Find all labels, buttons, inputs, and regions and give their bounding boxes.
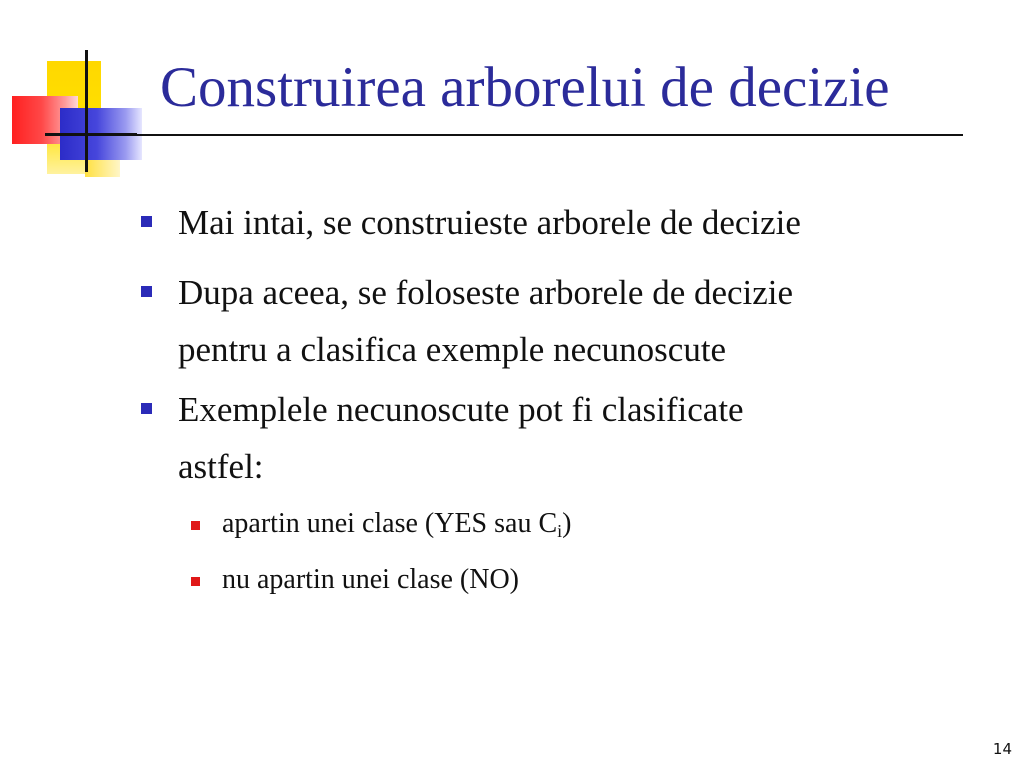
decorative-squares-logo-icon [0, 0, 170, 190]
bullet-item [178, 194, 998, 251]
bullet-item [178, 381, 998, 495]
bullet-text-line: Exemplele necunoscute pot fi clasificate [178, 390, 744, 429]
sub-bullet-suffix: ) [562, 508, 572, 539]
sub-bullet-text: nu apartin unei clase (NO) [222, 564, 519, 595]
bullet-item [178, 264, 998, 378]
bullet-text: Mai intai, se construieste arborele de decizie [178, 203, 801, 242]
bullet-text-line: astfel: [178, 447, 264, 486]
sub-bullet-item [222, 560, 982, 600]
page-number: 14 [992, 740, 1012, 758]
square-bullet-icon [191, 521, 200, 530]
sub-bullet-text: apartin unei clase (YES sau C [222, 508, 558, 539]
square-bullet-icon [141, 216, 152, 227]
bullet-text-line: pentru a clasifica exemple necunoscute [178, 330, 727, 369]
square-bullet-icon [141, 403, 152, 414]
title-divider [137, 134, 963, 136]
logo-vertical-line [85, 50, 88, 172]
square-bullet-icon [141, 286, 152, 297]
bullet-text-line: Dupa aceea, se foloseste arborele de decizie [178, 273, 794, 312]
slide-title: Construirea arborelui de decizie [160, 56, 890, 119]
subscript: i [557, 521, 563, 541]
logo-horizontal-line [45, 133, 137, 136]
square-bullet-icon [191, 577, 200, 586]
sub-bullet-item [222, 504, 982, 551]
